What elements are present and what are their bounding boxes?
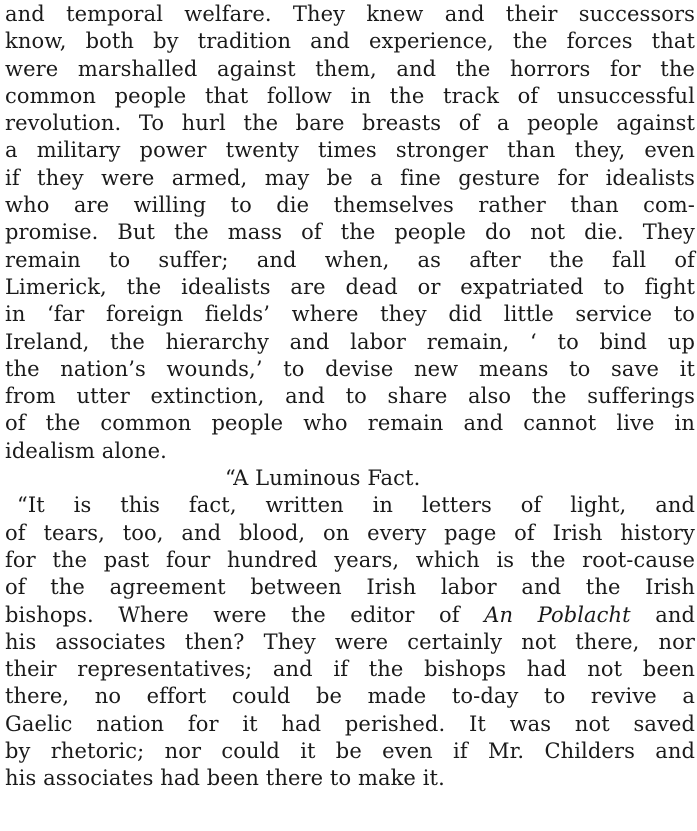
text-line: were marshalled against them, and the horrors for the xyxy=(5,56,695,81)
text-line: Gaelic nation for it had perished. It was not saved xyxy=(5,711,695,736)
text-segment: bishops. Where were the editor of xyxy=(5,602,485,627)
text-line: the nation’s wounds,’ to devise new means to save it xyxy=(5,356,695,381)
text-line: remain to suffer; and when, as after the fall of xyxy=(5,247,695,272)
text-line: if they were armed, may be a fine gesture for idealists xyxy=(5,165,695,190)
text-line: know, both by tradition and experience, the forces that xyxy=(5,29,695,54)
text-line: “It is this fact, written in letters of light, and xyxy=(17,493,695,518)
text-line: his associates then? They were certainly not there, nor xyxy=(5,629,695,654)
text-line: common people that follow in the track of unsuccessful xyxy=(5,83,695,108)
text-line: a military power twenty times stronger than they, even xyxy=(5,138,695,163)
text-line: and temporal welfare. They knew and their successors xyxy=(5,2,695,26)
text-line: for the past four hundred years, which is the root-cause xyxy=(5,547,695,572)
text-line: Limerick, the idealists are dead or expatriated to fight xyxy=(5,274,695,299)
text-line: promise. But the mass of the people do not die. They xyxy=(5,220,695,245)
text-segment: and xyxy=(630,602,695,627)
text-line: his associates had been there to make it. xyxy=(5,766,445,791)
text-line: there, no effort could be made to-day to revive a xyxy=(5,684,695,709)
text-line: of the agreement between Irish labor and the Irish xyxy=(5,575,695,600)
text-line: idealism alone. xyxy=(5,438,167,463)
text-line: Ireland, the hierarchy and labor remain, ‘ to bind up xyxy=(5,329,695,354)
text-line-with-emphasis xyxy=(5,602,695,629)
text-line: in ‘far foreign fields’ where they did little service to xyxy=(5,302,695,327)
section-heading: “A Luminous Fact. xyxy=(225,466,421,491)
document-page xyxy=(5,0,695,831)
publication-title: An Poblacht xyxy=(484,602,631,627)
text-line: of tears, too, and blood, on every page of Irish history xyxy=(5,520,695,545)
text-line: their representatives; and if the bishops had not been xyxy=(5,657,695,682)
text-line: who are willing to die themselves rather than com- xyxy=(5,193,695,218)
text-line: of the common people who remain and cannot live in xyxy=(5,411,695,436)
text-line: from utter extinction, and to share also the sufferings xyxy=(5,384,695,409)
text-line: revolution. To hurl the bare breasts of a people against xyxy=(5,111,695,136)
text-line: by rhetoric; nor could it be even if Mr. Childers and xyxy=(5,739,695,764)
